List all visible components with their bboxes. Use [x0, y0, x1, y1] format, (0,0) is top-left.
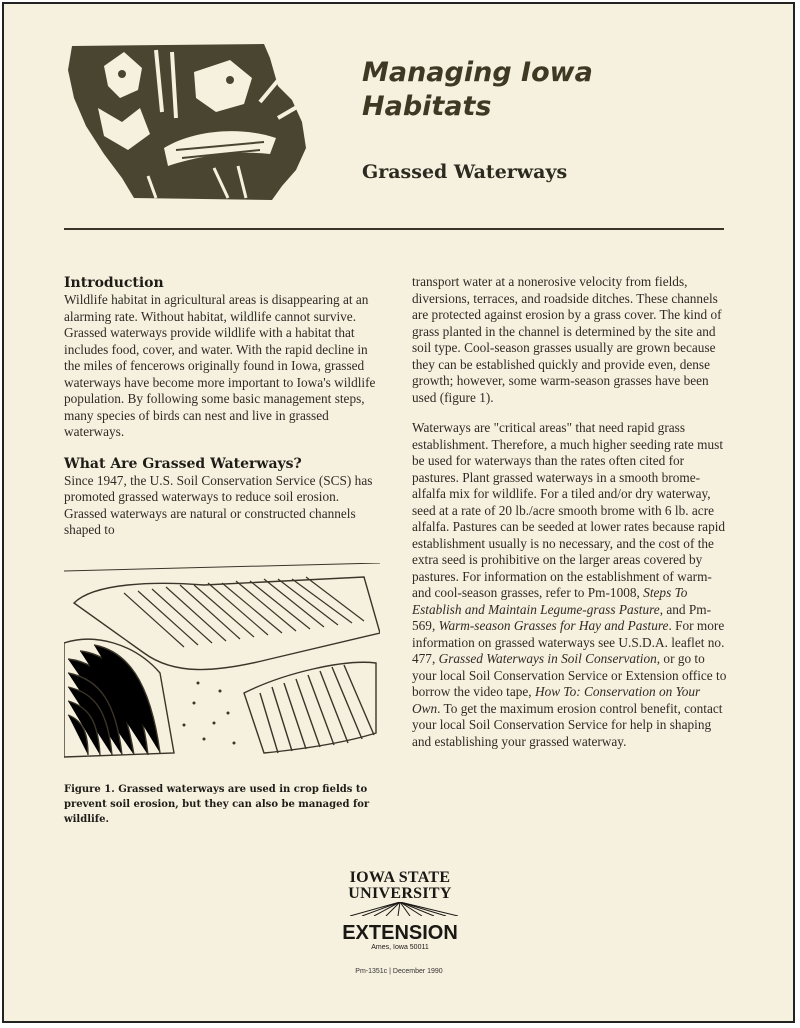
university-line-2: UNIVERSITY [348, 885, 452, 902]
publication-number: Pm-1351c | December 1990 [355, 968, 443, 975]
right-column [412, 274, 730, 750]
citation-video: How To: Conservation on Your Own [412, 684, 701, 716]
crop-field-illustration [64, 563, 380, 763]
page-subtitle: Grassed Waterways [362, 161, 568, 183]
figure-caption: Figure 1. Grassed waterways are used in crop fields to prevent soil erosion, but they can also be managed for wildlife. [64, 783, 370, 825]
right-paragraph-1: transport water at a nonerosive velocity from fields, diversions, terraces, and roadside ditches. These channels are protected against erosion by a grass cover. The kind of grass planted in the channel is determined by the site and soil type. Cool-season grasses usually are grown because they can be established quickly and provide even, dense growth; however, some warm-season grasses have been used (figure 1). [412, 274, 722, 405]
document-page [2, 2, 795, 1023]
intro-paragraph: Wildlife habitat in agricultural areas is disappearing at an alarming rate. Without habitat, wildlife cannot survive. Grassed waterways provide wildlife with a habitat that includes food, cover, and water. With the rapid decline in the miles of fencerows originally found in Iowa, grassed waterways have become more important to Iowa's wildlife population. By following some basic management steps, many species of birds can nest and live in grassed waterways. [64, 292, 376, 439]
isu-extension-logo [330, 870, 470, 953]
left-column [64, 274, 380, 827]
extension-rays-graphic [340, 902, 460, 916]
citation-pm1008: Steps To Establish and Maintain Legume-grass Pasture [412, 585, 688, 617]
what-heading: What Are Grassed Waterways? [64, 455, 302, 472]
intro-heading: Introduction [64, 275, 164, 291]
university-line-1: IOWA STATE [349, 869, 451, 886]
citation-pm569: Warm-season Grasses for Hay and Pasture [438, 618, 669, 633]
iowa-wildlife-logo [64, 38, 314, 203]
what-paragraph: Since 1947, the U.S. Soil Conservation Service (SCS) has promoted grassed waterways to reduce soil erosion. Grassed waterways are natural or constructed channels shaped to [64, 472, 373, 537]
citation-usda-leaflet: Grassed Waterways in Soil Conservation [438, 651, 657, 666]
title-line-2: Habitats [362, 91, 492, 122]
page-title [362, 56, 742, 124]
header-divider [64, 228, 724, 230]
right-paragraph-2: Waterways are "critical areas" that need rapid grass establishment. Therefore, a much higher seeding rate must be used for waterways than the rates often cited for pastures. Plant grassed waterways in a smooth brome-alfalfa mix for wildlife. For a tiled and/or dry waterway, seed at a rate of 20 lb./acre smooth brome with 6 lb. acre alfalfa. Pastures can be seeded at lower rates because rapid establishment usually is no necessary, and the cost of the extra seed is prohibitive on the larger areas covered by pastures. For information on the establishment of warm- and cool-season grasses, refer to Pm-1008, Steps To Establish and Maintain Legume-grass Pasture, and Pm-569, Warm-season Grasses for Hay and Pasture. For more information on grassed waterways see U.S.D.A. leaflet no. 477, Grassed Waterways in Soil Conservation, or go to your local Soil Conservation Service or Extension office to borrow the video tape, How To: Conservation on Your Own. To get the maximum erosion control benefit, contact your local Soil Conservation Service for help in shaping and establishing your grassed waterway. [412, 420, 727, 749]
extension-wordmark: EXTENSION [342, 922, 458, 944]
extension-city: Ames, Iowa 50011 [371, 944, 429, 951]
title-line-1: Managing Iowa [362, 57, 593, 88]
